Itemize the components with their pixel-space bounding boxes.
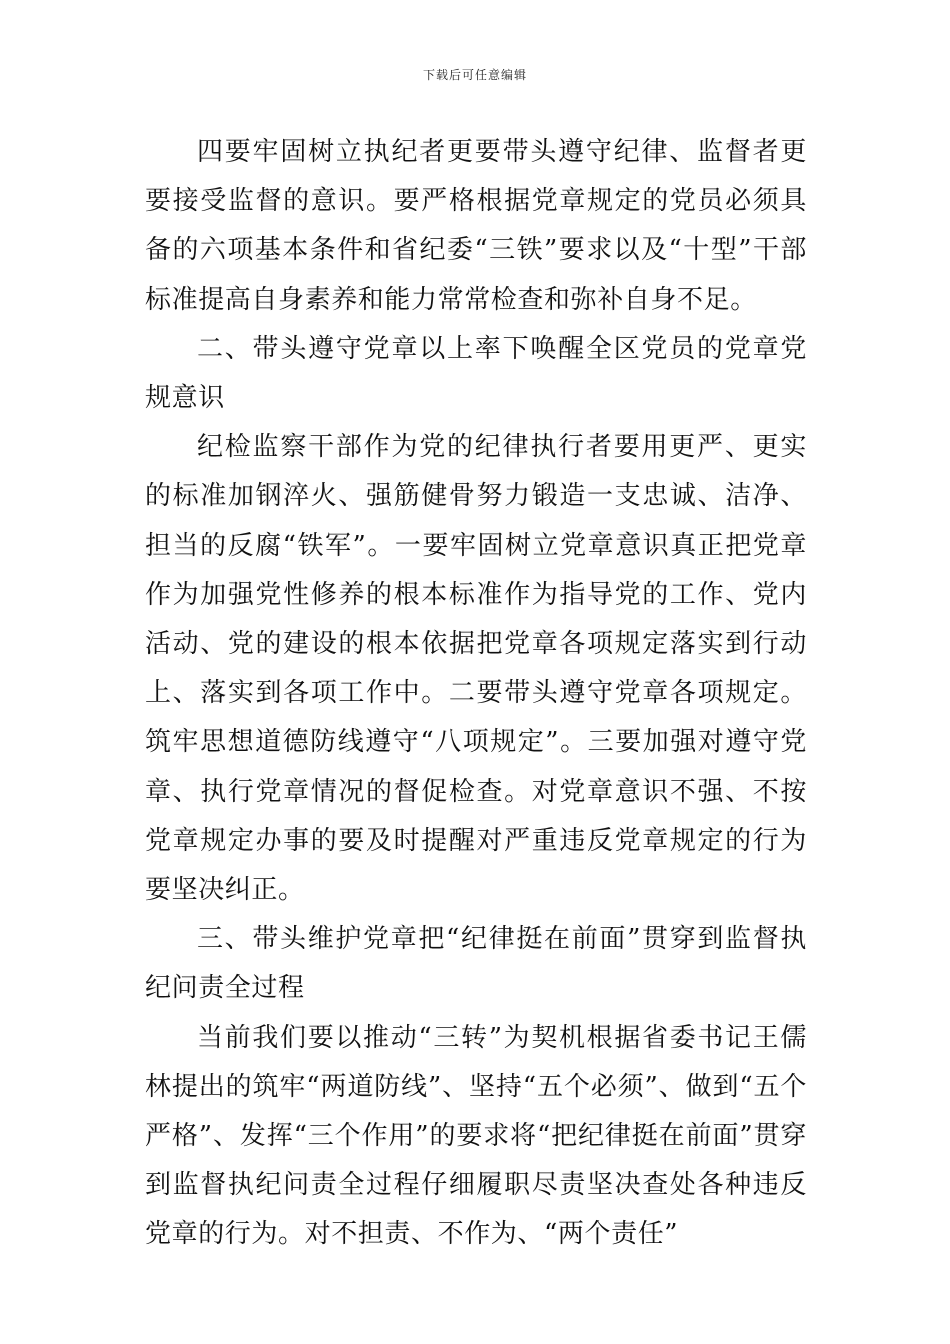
paragraph-supervision-awareness: 四要牢固树立执纪者更要带头遵守纪律、监督者更要接受监督的意识。要严格根据党章规定的党员必须具备的六项基本条件和省纪委“三铁”要求以及“十型”干部标准提高自身素养和能力常常检查和弥补自身不足。	[145, 137, 807, 315]
paragraph-three-transformations: 当前我们要以推动“三转”为契机根据省委书记王儒林提出的筑牢“两道防线”、坚持“五个必须”、做到“五个严格”、发挥“三个作用”的要求将“把纪律挺在前面”贯穿到监督执纪问责全过程仔细履职尽责坚决查处各种违反党章的行为。对不担责、不作为、“两个责任”	[145, 1022, 807, 1250]
section-heading-three: 三、带头维护党章把“纪律挺在前面”贯穿到监督执纪问责全过程	[145, 924, 807, 1004]
paragraph-party-constitution: 纪检监察干部作为党的纪律执行者要用更严、更实的标准加钢淬火、强筋健骨努力锻造一支忠诚、洁净、担当的反腐“铁军”。一要牢固树立党章意识真正把党章作为加强党性修养的根本标准作为指导党的工作、党内活动、党的建设的根本依据把党章各项规定落实到行动上、落实到各项工作中。二要带头遵守党章各项规定。筑牢思想道德防线遵守“八项规定”。三要加强对遵守党章、执行党章情况的督促检查。对党章意识不强、不按党章规定办事的要及时提醒对严重违反党章规定的行为要坚决纠正。	[145, 432, 807, 906]
page-header-note: 下载后可任意编辑	[422, 68, 527, 82]
section-heading-two: 二、带头遵守党章以上率下唤醒全区党员的党章党规意识	[145, 333, 807, 414]
document-body	[145, 128, 807, 1260]
